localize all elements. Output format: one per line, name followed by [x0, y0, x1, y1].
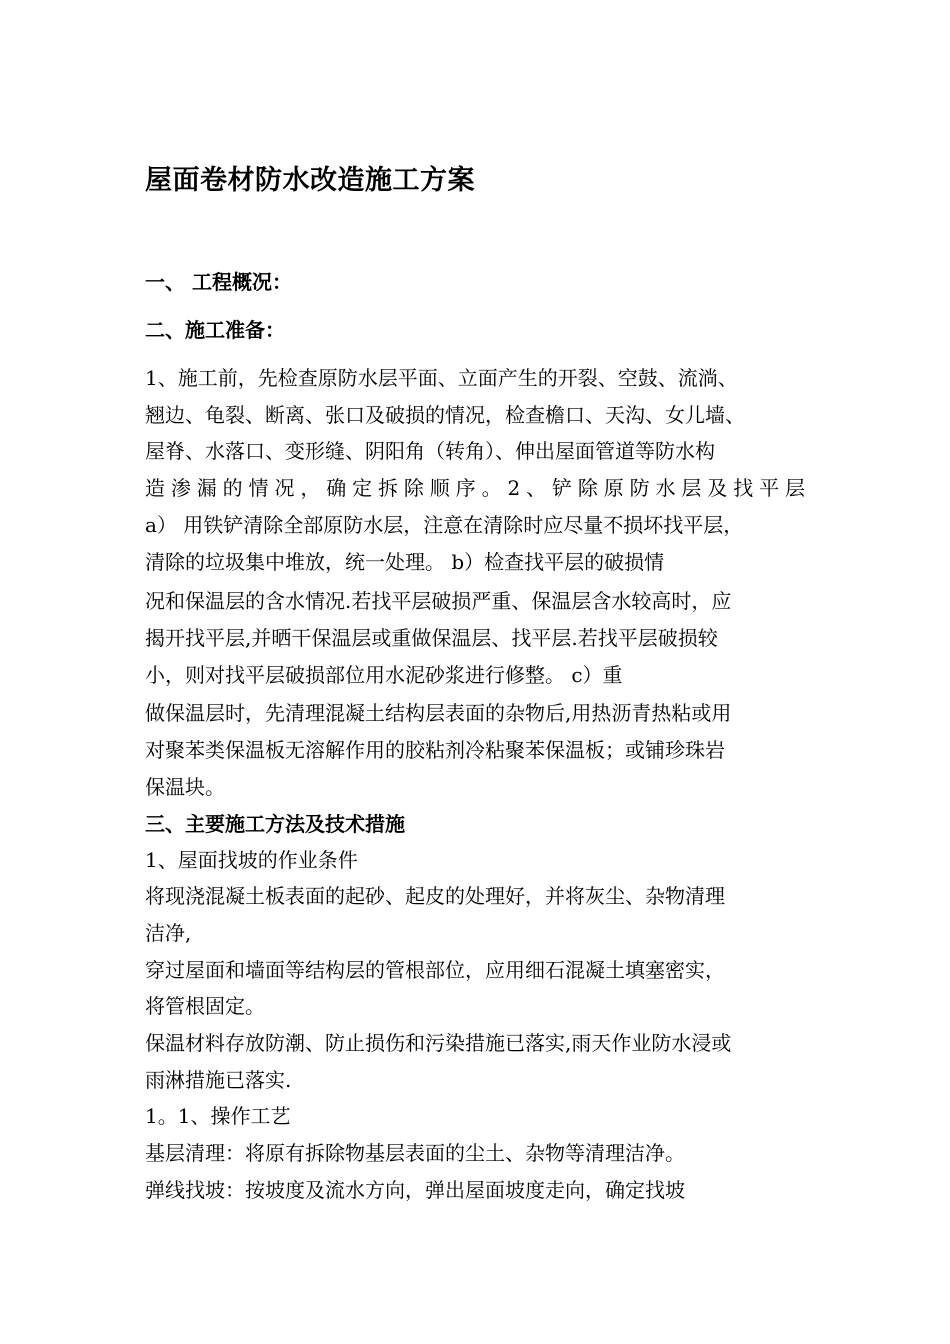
paragraph-line: 将现浇混凝土板表面的起砂、起皮的处理好，并将灰尘、杂物清理: [145, 884, 725, 908]
paragraph-line: 基层清理：将原有拆除物基层表面的尘土、杂物等清理洁净。: [145, 1141, 685, 1165]
paragraph-line: 保温材料存放防潮、防止损伤和污染措施已落实,雨天作业防水浸或: [145, 1031, 732, 1055]
paragraph-line: 穿过屋面和墙面等结构层的管根部位，应用细石混凝土填塞密实，: [145, 958, 725, 982]
paragraph-line: 保温块。: [145, 775, 225, 799]
paragraph-line: 做保温层时，先清理混凝土结构层表面的杂物后,用热沥青热粘或用: [145, 701, 732, 725]
paragraph-line: 1。1、操作工艺: [145, 1104, 291, 1128]
paragraph-line: 清除的垃圾集中堆放，统一处理。 b）检查找平层的破损情: [145, 550, 665, 574]
section-heading-methods: 三、主要施工方法及技术措施: [145, 812, 405, 836]
paragraph-line: 雨淋措施已落实.: [145, 1068, 292, 1092]
paragraph-line: 小，则对找平层破损部位用水泥砂浆进行修整。 c）重: [145, 663, 623, 687]
document-title: 屋面卷材防水改造施工方案: [145, 165, 475, 196]
paragraph-line: 将管根固定。: [145, 994, 265, 1018]
paragraph-line: 1、施工前，先检查原防水层平面、立面产生的开裂、空鼓、流淌、: [145, 366, 738, 390]
paragraph-line: a） 用铁铲清除全部原防水层，注意在清除时应尽量不损坏找平层，: [145, 513, 744, 537]
paragraph-line: 屋脊、水落口、变形缝、阴阳角（转角）、伸出屋面管道等防水构: [145, 439, 715, 463]
paragraph-line: 况和保温层的含水情况.若找平层破损严重、保温层含水较高时，应: [145, 589, 732, 613]
paragraph-line: 揭开找平层,并晒干保温层或重做保温层、找平层.若找平层破损较: [145, 626, 718, 650]
paragraph-line: 翘边、龟裂、断离、张口及破损的情况，检查檐口、天沟、女儿墙、: [145, 403, 745, 427]
paragraph-line: 对聚苯类保温板无溶解作用的胶粘剂冷粘聚苯保温板；或铺珍珠岩: [145, 738, 725, 762]
section-heading-preparation: 二、施工准备：: [145, 318, 285, 342]
paragraph-line: 造渗漏的情况，确定拆除顺序。2、铲除原防水层及找平层: [145, 476, 805, 500]
section-heading-overview: 一、 工程概况：: [145, 270, 292, 294]
paragraph-line: 洁净,: [145, 921, 192, 945]
paragraph-line: 1、屋面找坡的作业条件: [145, 848, 358, 872]
paragraph-line: 弹线找坡：按坡度及流水方向，弹出屋面坡度走向，确定找坡: [145, 1178, 685, 1202]
